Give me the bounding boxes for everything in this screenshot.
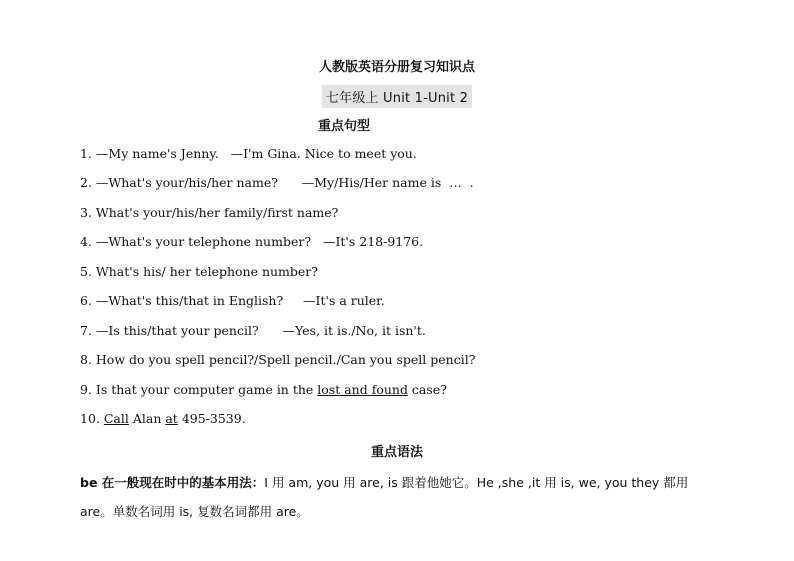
sentence-item: 6. —What's this/that in English? —It's a ruler.: [80, 293, 385, 308]
document-title: 人教版英语分册复习知识点: [318, 60, 475, 75]
sentence-item: 5. What's his/ her telephone number?: [80, 264, 318, 279]
subtitle-wrapper: [0, 85, 794, 108]
sentence-10-middle: Alan: [128, 411, 166, 426]
sentence-item-9: [80, 382, 447, 397]
sentence-item-10: [80, 411, 246, 426]
lost-and-found-phrase: lost and found: [317, 382, 408, 397]
sentence-9-after: case?: [407, 382, 447, 397]
grammar-text: I 用 am, you 用 are, is 跟着他她它。He ,she ,it 用 is, we, you they 都用 are。单数名词用 is, 复数名词都用 are。: [80, 475, 689, 519]
sentence-item: 7. —Is this/that your pencil? —Yes, it is./No, it isn't.: [80, 323, 426, 338]
sentence-9-before: 9. Is that your computer game in the: [80, 382, 318, 397]
sentence-item: 1. —My name's Jenny. —I'm Gina. Nice to meet you.: [80, 146, 417, 161]
sentence-item: 8. How do you spell pencil?/Spell pencil./Can you spell pencil?: [80, 352, 476, 367]
key-sentences-heading: 重点句型: [318, 119, 371, 134]
grammar-paragraph: [80, 468, 720, 526]
key-grammar-heading: 重点语法: [370, 445, 423, 460]
sentence-item: 3. What's your/his/her family/first name?: [80, 205, 339, 220]
sentence-item: 2. —What's your/his/her name? —My/His/Her name is … .: [80, 175, 474, 190]
document-subtitle: 七年级上 Unit 1-Unit 2: [322, 85, 472, 108]
sentence-item: 4. —What's your telephone number? —It's 218-9176.: [80, 234, 424, 249]
grammar-lead: be 在一般现在时中的基本用法：: [80, 475, 265, 490]
sentence-10-after: 495-3539.: [177, 411, 246, 426]
call-word: Call: [103, 411, 129, 426]
sentence-10-prefix: 10.: [80, 411, 104, 426]
at-word: at: [165, 411, 178, 426]
